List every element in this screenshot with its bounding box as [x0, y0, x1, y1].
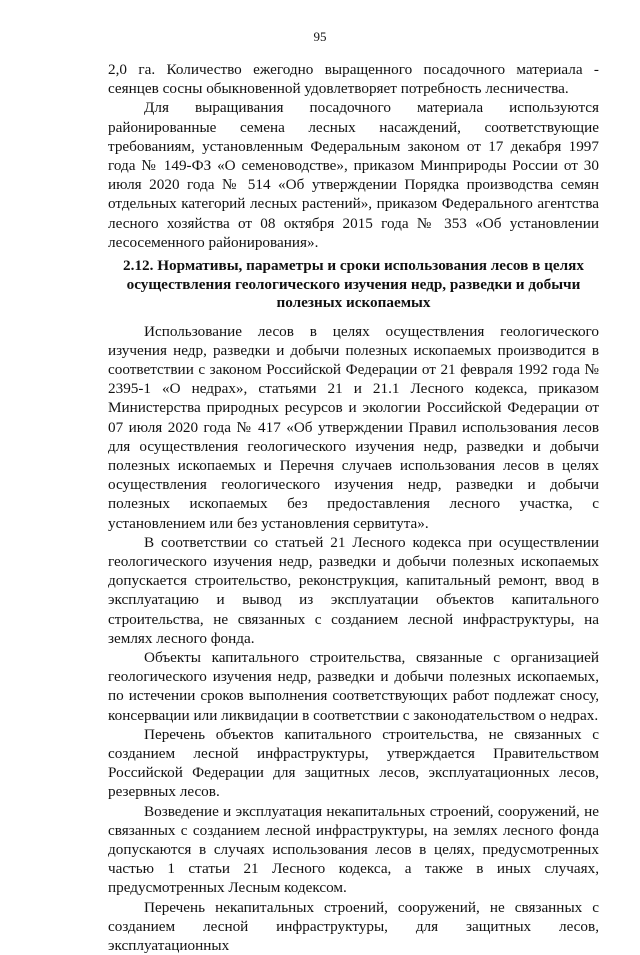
section-heading: 2.12. Нормативы, параметры и сроки использования лесов в целях осуществления геологического изучения недр, разведки и добычи полезных ископаемых — [123, 257, 584, 312]
paragraph: 2,0 га. Количество ежегодно выращенного посадочного материала - сеянцев сосны обыкновенной удовлетворяет потребность лесничества. — [108, 61, 599, 98]
paragraph: Использование лесов в целях осуществления геологического изучения недр, разведки и добычи полезных ископаемых производится в соответствии с законом Российской Федерации от 21 февраля 1992 года № 2395-1 «О недрах», статьями 21 и 21.1 Лесного кодекса, приказом Министерства природных ресурсов и экологии Российской Федерации от 07 июля 2020 года № 417 «Об утверждении Правил использования лесов для осуществления геологического изучения недр, разведки и добычи полезных ископаемых и Перечня случаев использования лесов в целях осуществления геологического изучения недр, разведки и добычи полезных ископаемых без предоставления лесного участка, с установлением или без установления сервитута». — [108, 322, 599, 532]
paragraph: В соответствии со статьей 21 Лесного кодекса при осуществлении геологического изучения недр, разведки и добычи полезных ископаемых допускается строительство, реконструкция, капитальный ремонт, ввод в эксплуатацию и вывод из эксплуатации объектов капитального строительства, не связанных с созданием лесной инфраструктуры, на землях лесного фонда. — [108, 533, 599, 647]
page-content — [108, 60, 599, 955]
paragraph: Возведение и эксплуатация некапитальных строений, сооружений, не связанных с созданием лесной инфраструктуры, на землях лесного фонда допускаются в случаях использования лесов в целях, предусмотренных частью 1 статьи 21 Лесного кодекса, а также в иных случаях, предусмотренных Лесным кодексом. — [108, 802, 599, 897]
paragraph: Объекты капитального строительства, связанные с организацией геологического изучения недр, разведки и добычи полезных ископаемых, по истечении сроков выполнения соответствующих работ подлежат сносу, консервации или ликвидации в соответствии с законодательством о недрах. — [108, 648, 599, 724]
page-number: 95 — [313, 29, 327, 44]
paragraph: Для выращивания посадочного материала используются районированные семена лесных насаждений, соответствующие требованиям, установленным Федеральным законом от 17 декабря 1997 года № 149-ФЗ «О семеноводстве», приказом Минприроды России от 30 июля 2020 года № 514 «Об утверждении Порядка производства семян отдельных категорий лесных растений», приказом Федерального агентства лесного хозяйства от 08 октября 2015 года № 353 «Об установлении лесосеменного районирования». — [108, 99, 599, 251]
section-paragraphs — [108, 322, 599, 955]
paragraph: Перечень некапитальных строений, сооружений, не связанных с созданием лесной инфраструктуры, для защитных лесов, эксплуатационных — [108, 898, 599, 955]
paragraph: Перечень объектов капитального строительства, не связанных с созданием лесной инфраструктуры, утверждается Правительством Российской Федерации для защитных лесов, эксплуатационных лесов, резервных лесов. — [108, 725, 599, 801]
intro-paragraphs — [108, 60, 599, 252]
